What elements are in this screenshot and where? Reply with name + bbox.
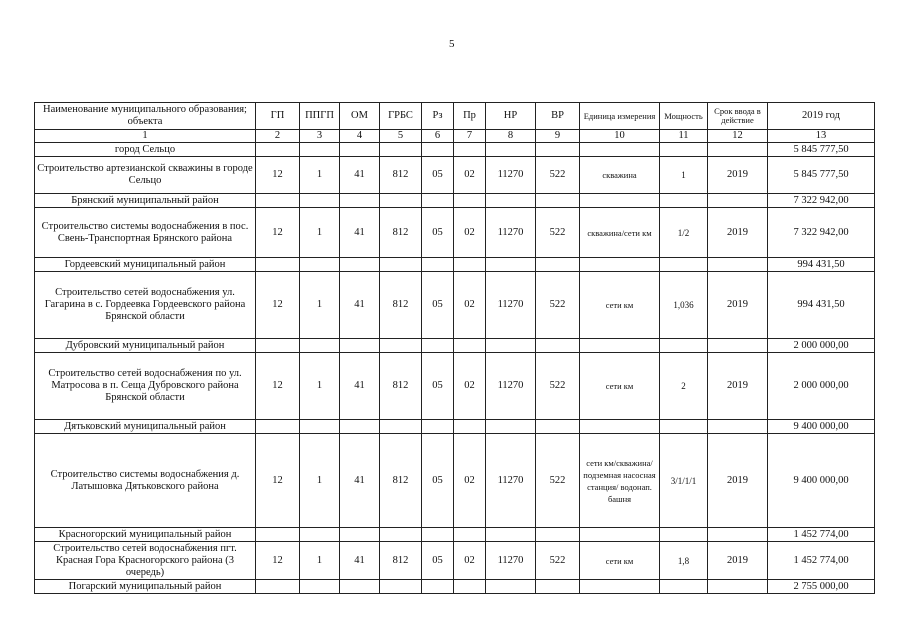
district-amount: 5 845 777,50: [768, 143, 875, 157]
cell-ppgp: 1: [300, 542, 340, 580]
cell-rz: 05: [422, 434, 454, 528]
empty-cell: [340, 420, 380, 434]
cell-power: 1/2: [660, 208, 708, 258]
column-number: 3: [300, 130, 340, 143]
cell-term: 2019: [708, 208, 768, 258]
empty-cell: [422, 580, 454, 594]
cell-om: 41: [340, 208, 380, 258]
cell-gp: 12: [256, 272, 300, 339]
empty-cell: [708, 339, 768, 353]
empty-cell: [536, 258, 580, 272]
column-number: 5: [380, 130, 422, 143]
empty-cell: [580, 339, 660, 353]
district-name: Брянский муниципальный район: [35, 194, 256, 208]
empty-cell: [486, 528, 536, 542]
cell-ppgp: 1: [300, 434, 340, 528]
object-name: Строительство артезианской скважины в городе Сельцо: [35, 157, 256, 194]
cell-rz: 05: [422, 157, 454, 194]
page-number: 5: [449, 38, 455, 50]
column-number: 8: [486, 130, 536, 143]
empty-cell: [486, 339, 536, 353]
empty-cell: [300, 143, 340, 157]
object-amount: 2 000 000,00: [768, 353, 875, 420]
empty-cell: [708, 528, 768, 542]
empty-cell: [536, 420, 580, 434]
cell-power: 1,036: [660, 272, 708, 339]
empty-cell: [708, 258, 768, 272]
cell-ppgp: 1: [300, 353, 340, 420]
district-amount: 994 431,50: [768, 258, 875, 272]
empty-cell: [256, 420, 300, 434]
cell-vr: 522: [536, 542, 580, 580]
cell-ppgp: 1: [300, 272, 340, 339]
empty-cell: [580, 258, 660, 272]
column-number: 1: [35, 130, 256, 143]
empty-cell: [380, 528, 422, 542]
header-ppgp: ППГП: [300, 103, 340, 130]
header-grbs: ГРБС: [380, 103, 422, 130]
empty-cell: [454, 339, 486, 353]
column-number: 10: [580, 130, 660, 143]
cell-om: 41: [340, 272, 380, 339]
header-term: Срок ввода в действие: [708, 103, 768, 130]
cell-unit: скважина: [580, 157, 660, 194]
empty-cell: [380, 420, 422, 434]
header-vr: ВР: [536, 103, 580, 130]
empty-cell: [454, 194, 486, 208]
district-name: Красногорский муниципальный район: [35, 528, 256, 542]
table-body: [35, 143, 875, 594]
empty-cell: [486, 143, 536, 157]
budget-table: [34, 102, 875, 594]
cell-grbs: 812: [380, 157, 422, 194]
empty-cell: [708, 143, 768, 157]
district-row: [35, 339, 875, 353]
empty-cell: [256, 580, 300, 594]
empty-cell: [536, 528, 580, 542]
cell-nr: 11270: [486, 208, 536, 258]
cell-grbs: 812: [380, 272, 422, 339]
district-amount: 2 000 000,00: [768, 339, 875, 353]
district-amount: 1 452 774,00: [768, 528, 875, 542]
cell-grbs: 812: [380, 434, 422, 528]
empty-cell: [256, 339, 300, 353]
empty-cell: [536, 194, 580, 208]
district-name: Дубровский муниципальный район: [35, 339, 256, 353]
empty-cell: [708, 194, 768, 208]
district-row: [35, 528, 875, 542]
object-name: Строительство сетей водоснабжения по ул. Матросова в п. Сеща Дубровского района Брянской области: [35, 353, 256, 420]
empty-cell: [422, 258, 454, 272]
cell-rz: 05: [422, 542, 454, 580]
cell-power: 1: [660, 157, 708, 194]
empty-cell: [580, 420, 660, 434]
district-row: [35, 580, 875, 594]
empty-cell: [580, 580, 660, 594]
empty-cell: [300, 420, 340, 434]
object-amount: 9 400 000,00: [768, 434, 875, 528]
empty-cell: [422, 420, 454, 434]
object-amount: 7 322 942,00: [768, 208, 875, 258]
empty-cell: [256, 194, 300, 208]
cell-term: 2019: [708, 353, 768, 420]
district-amount: 7 322 942,00: [768, 194, 875, 208]
header-power: Мощность: [660, 103, 708, 130]
empty-cell: [454, 580, 486, 594]
empty-cell: [340, 528, 380, 542]
cell-pr: 02: [454, 542, 486, 580]
empty-cell: [660, 258, 708, 272]
cell-term: 2019: [708, 434, 768, 528]
object-name: Строительство сетей водоснабжения пгт. Красная Гора Красногорского района (3 очередь): [35, 542, 256, 580]
object-name: Строительство системы водоснабжения в пос. Свень-Транспортная Брянского района: [35, 208, 256, 258]
cell-ppgp: 1: [300, 157, 340, 194]
header-rz: Рз: [422, 103, 454, 130]
cell-ppgp: 1: [300, 208, 340, 258]
district-amount: 9 400 000,00: [768, 420, 875, 434]
empty-cell: [580, 143, 660, 157]
column-number-row: [35, 130, 875, 143]
empty-cell: [454, 528, 486, 542]
empty-cell: [256, 528, 300, 542]
empty-cell: [422, 143, 454, 157]
cell-om: 41: [340, 434, 380, 528]
cell-pr: 02: [454, 434, 486, 528]
cell-pr: 02: [454, 208, 486, 258]
cell-unit: скважина/сети км: [580, 208, 660, 258]
empty-cell: [454, 420, 486, 434]
cell-vr: 522: [536, 272, 580, 339]
object-row: [35, 353, 875, 420]
empty-cell: [300, 339, 340, 353]
cell-nr: 11270: [486, 272, 536, 339]
object-row: [35, 434, 875, 528]
empty-cell: [300, 194, 340, 208]
empty-cell: [300, 580, 340, 594]
column-number: 13: [768, 130, 875, 143]
header-pr: Пр: [454, 103, 486, 130]
empty-cell: [486, 258, 536, 272]
district-name: Гордеевский муниципальный район: [35, 258, 256, 272]
object-row: [35, 542, 875, 580]
object-amount: 5 845 777,50: [768, 157, 875, 194]
empty-cell: [300, 258, 340, 272]
cell-power: 2: [660, 353, 708, 420]
object-row: [35, 157, 875, 194]
empty-cell: [256, 258, 300, 272]
cell-grbs: 812: [380, 208, 422, 258]
empty-cell: [422, 339, 454, 353]
cell-power: 3/1/1/1: [660, 434, 708, 528]
cell-term: 2019: [708, 157, 768, 194]
cell-nr: 11270: [486, 542, 536, 580]
header-name: Наименование муниципального образования; объекта: [35, 103, 256, 130]
cell-term: 2019: [708, 272, 768, 339]
cell-om: 41: [340, 353, 380, 420]
column-number: 2: [256, 130, 300, 143]
district-name: Погарский муниципальный район: [35, 580, 256, 594]
object-name: Строительство сетей водоснабжения ул. Гагарина в с. Гордеевка Гордеевского района Брянской области: [35, 272, 256, 339]
cell-unit: сети км: [580, 353, 660, 420]
column-number: 4: [340, 130, 380, 143]
header-unit: Единица измерения: [580, 103, 660, 130]
cell-unit: сети км: [580, 542, 660, 580]
object-name: Строительство системы водоснабжения д. Латышовка Дятьковского района: [35, 434, 256, 528]
header-year: 2019 год: [768, 103, 875, 130]
cell-vr: 522: [536, 434, 580, 528]
empty-cell: [660, 528, 708, 542]
cell-rz: 05: [422, 208, 454, 258]
empty-cell: [454, 258, 486, 272]
district-name: Дятьковский муниципальный район: [35, 420, 256, 434]
empty-cell: [340, 258, 380, 272]
empty-cell: [422, 194, 454, 208]
empty-cell: [380, 580, 422, 594]
cell-nr: 11270: [486, 157, 536, 194]
empty-cell: [536, 143, 580, 157]
cell-power: 1,8: [660, 542, 708, 580]
cell-rz: 05: [422, 272, 454, 339]
cell-pr: 02: [454, 272, 486, 339]
cell-gp: 12: [256, 208, 300, 258]
empty-cell: [660, 580, 708, 594]
empty-cell: [300, 528, 340, 542]
cell-nr: 11270: [486, 353, 536, 420]
empty-cell: [660, 420, 708, 434]
cell-grbs: 812: [380, 353, 422, 420]
district-amount: 2 755 000,00: [768, 580, 875, 594]
cell-gp: 12: [256, 434, 300, 528]
district-row: [35, 143, 875, 157]
header-om: ОМ: [340, 103, 380, 130]
header-gp: ГП: [256, 103, 300, 130]
object-row: [35, 272, 875, 339]
column-number: 11: [660, 130, 708, 143]
district-row: [35, 194, 875, 208]
cell-gp: 12: [256, 542, 300, 580]
cell-gp: 12: [256, 353, 300, 420]
empty-cell: [580, 528, 660, 542]
cell-rz: 05: [422, 353, 454, 420]
cell-gp: 12: [256, 157, 300, 194]
cell-pr: 02: [454, 353, 486, 420]
empty-cell: [660, 143, 708, 157]
column-number: 12: [708, 130, 768, 143]
column-number: 9: [536, 130, 580, 143]
column-number: 6: [422, 130, 454, 143]
cell-unit: сети км/скважина/ подземная насосная станция/ водонап. башня: [580, 434, 660, 528]
cell-pr: 02: [454, 157, 486, 194]
empty-cell: [486, 420, 536, 434]
empty-cell: [536, 339, 580, 353]
object-amount: 994 431,50: [768, 272, 875, 339]
cell-om: 41: [340, 542, 380, 580]
cell-vr: 522: [536, 157, 580, 194]
empty-cell: [580, 194, 660, 208]
cell-om: 41: [340, 157, 380, 194]
empty-cell: [380, 194, 422, 208]
district-name: город Сельцо: [35, 143, 256, 157]
empty-cell: [340, 580, 380, 594]
empty-cell: [454, 143, 486, 157]
cell-unit: сети км: [580, 272, 660, 339]
table-header-row: [35, 103, 875, 130]
empty-cell: [486, 194, 536, 208]
cell-vr: 522: [536, 208, 580, 258]
empty-cell: [340, 194, 380, 208]
empty-cell: [380, 339, 422, 353]
empty-cell: [380, 258, 422, 272]
object-amount: 1 452 774,00: [768, 542, 875, 580]
cell-grbs: 812: [380, 542, 422, 580]
column-number: 7: [454, 130, 486, 143]
empty-cell: [536, 580, 580, 594]
empty-cell: [486, 580, 536, 594]
empty-cell: [340, 143, 380, 157]
empty-cell: [422, 528, 454, 542]
empty-cell: [660, 194, 708, 208]
object-row: [35, 208, 875, 258]
empty-cell: [660, 339, 708, 353]
cell-vr: 522: [536, 353, 580, 420]
empty-cell: [708, 580, 768, 594]
empty-cell: [340, 339, 380, 353]
empty-cell: [380, 143, 422, 157]
cell-term: 2019: [708, 542, 768, 580]
empty-cell: [256, 143, 300, 157]
district-row: [35, 258, 875, 272]
empty-cell: [708, 420, 768, 434]
header-nr: НР: [486, 103, 536, 130]
district-row: [35, 420, 875, 434]
cell-nr: 11270: [486, 434, 536, 528]
